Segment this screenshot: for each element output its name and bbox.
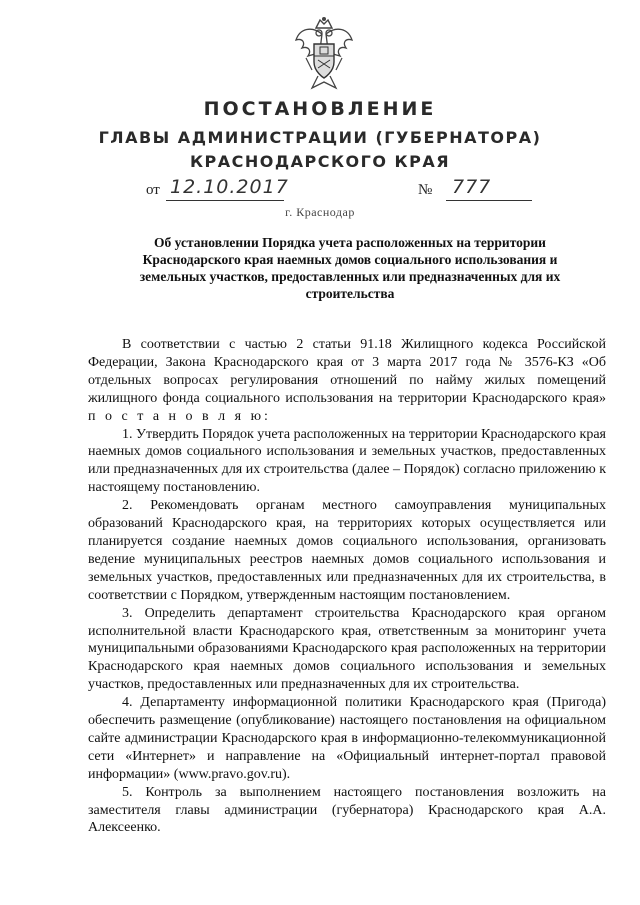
clause-4: 4. Департаменту информационной политики Краснодарского края (Пригода) обеспечить размещение (опубликование) настоящего постановления на официальном сайте администрации Краснодарского края в информационно-телекоммуникационной сети «Интернет» и направление на «Официальный интернет-портал правовой информации» (www.pravo.gov.ru).: [88, 695, 606, 782]
intro-paragraph: [88, 336, 606, 426]
document-type-heading: ПОСТАНОВЛЕНИЕ: [203, 98, 437, 120]
region-heading: КРАСНОДАРСКОГО КРАЯ: [189, 152, 451, 171]
date-underline: [166, 200, 284, 201]
authority-heading: ГЛАВЫ АДМИНИСТРАЦИИ (ГУБЕРНАТОРА): [98, 128, 542, 147]
number-prefix-label: №: [418, 182, 433, 198]
city-label: г. Краснодар: [285, 205, 355, 219]
resolve-keyword: п о с т а н о в л я ю:: [88, 408, 271, 424]
document-title: Об установлении Порядка учета расположенных на территории Краснодарского края наемных домов социального использования и земельных участков, предоставленных или предназначенных для их строительства: [139, 235, 561, 301]
clause-3: 3. Определить департамент строительства Краснодарского края органом исполнительной власти Краснодарского края, ответственным за мониторинг учета муниципальными образованиями Краснодарского края расположенных на территории Краснодарского края наемных домов социального использования и земельных участков, предоставленных или предназначенных для их строительства.: [88, 605, 606, 693]
number-underline: [446, 200, 532, 201]
intro-text: В соответствии с частью 2 статьи 91.18 Жилищного кодекса Российской Федерации, Закона Краснодарского края от 3 марта 2017 года № 3576-КЗ «Об отдельных вопросах регулирования отношений по найму жилых помещений жилищного фонда социального использования на территории Краснодарского края»: [88, 337, 606, 406]
clause-5: 5. Контроль за выполнением настоящего постановления возложить на заместителя главы администрации (губернатора) Краснодарского края А.А. Алексеенко.: [88, 784, 606, 836]
coat-of-arms-emblem: [292, 14, 356, 92]
document-body: [88, 336, 606, 837]
clause-1: 1. Утвердить Порядок учета расположенных на территории Краснодарского края наемных домов социального использования и земельных участков, предоставленных или предназначенных для их строительства (далее – Порядок) согласно приложению к настоящему постановлению.: [88, 426, 606, 496]
date-number-line: [0, 178, 640, 204]
date-prefix-label: от: [146, 182, 160, 198]
handwritten-date: 12.10.2017: [170, 176, 289, 198]
handwritten-number: 777: [452, 176, 492, 198]
clause-2: 2. Рекомендовать органам местного самоуправления муниципальных образований Краснодарского края, на территориях которых осуществляется или планируется создание наемных домов социального использования, организовать ведение муниципальных реестров наемных домов социального использования и земельных участков, предоставленных или предназначенных для их строительства, в соответствии с Порядком, утвержденным настоящим постановлением.: [88, 498, 606, 603]
